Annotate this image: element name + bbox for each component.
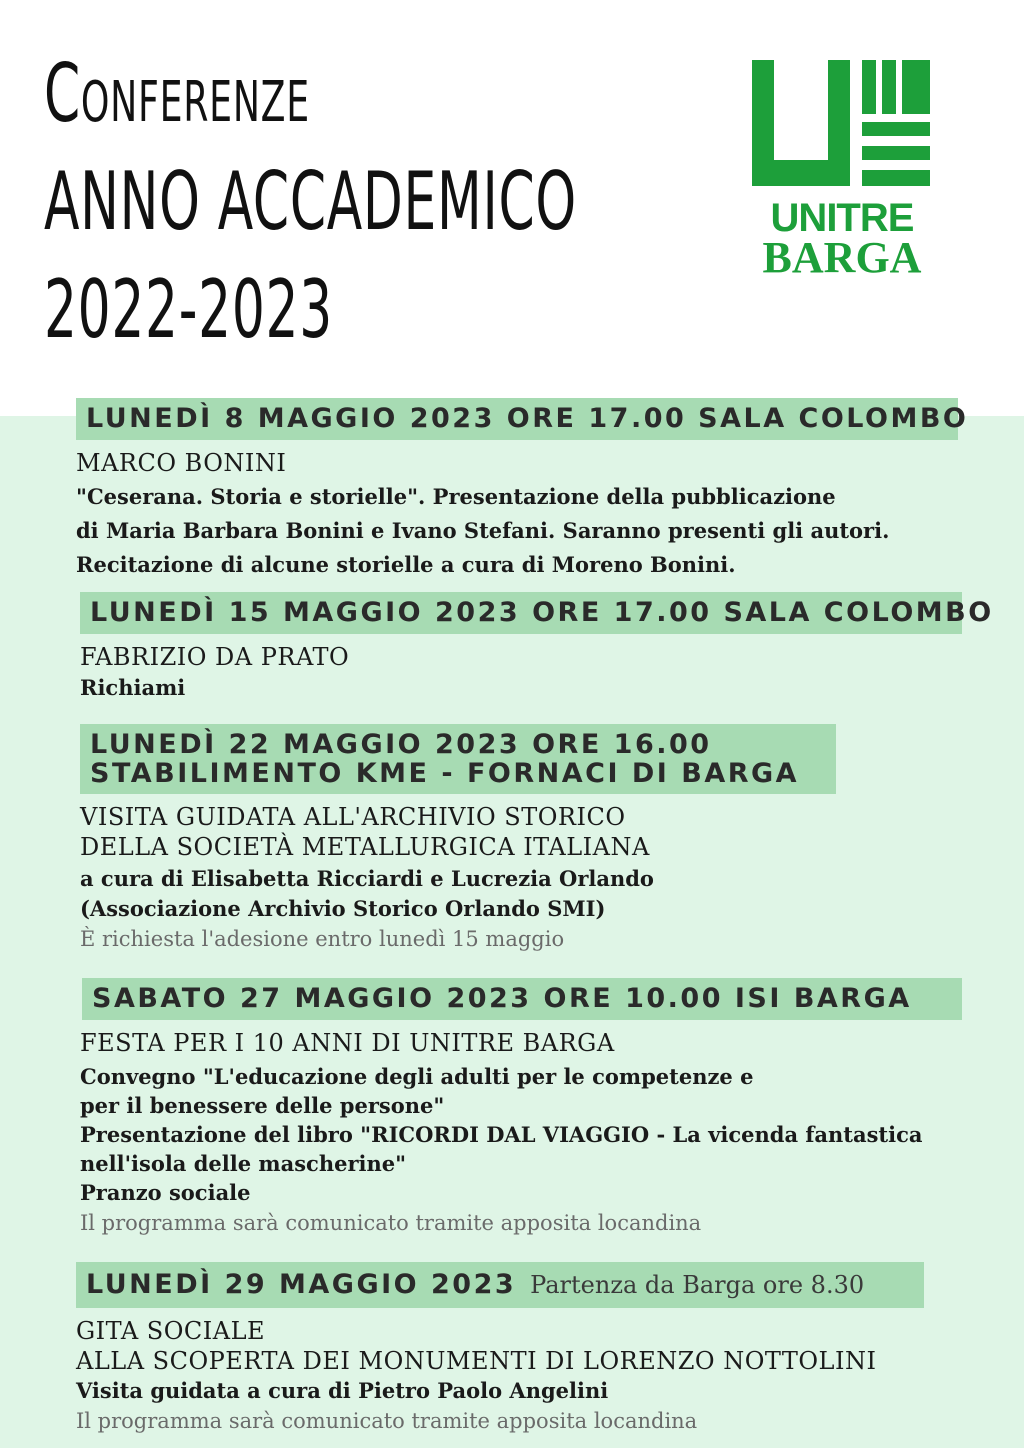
event-3-note: È richiesta l'adesione entro lunedì 15 maggio xyxy=(80,927,565,951)
title-line-1: Conferenze xyxy=(44,47,310,140)
event-4-line-4: nell'isola delle mascherine" xyxy=(80,1151,407,1176)
event-1-line-1: "Ceserana. Storia e storielle". Presentazione della pubblicazione xyxy=(76,484,836,509)
event-5-note: Il programma sarà comunicato tramite apposita locandina xyxy=(76,1409,698,1433)
event-1-line-2: di Maria Barbara Bonini e Ivano Stefani. Saranno presenti gli autori. xyxy=(76,518,890,543)
event-5-header-date: LUNEDÌ 29 MAGGIO 2023 xyxy=(86,1269,517,1300)
logo-city: BARGA xyxy=(762,233,922,282)
event-1-line-3: Recitazione di alcune storielle a cura di Moreno Bonini. xyxy=(76,552,736,577)
event-1-speaker: MARCO BONINI xyxy=(76,449,287,477)
event-4-note: Il programma sarà comunicato tramite apposita locandina xyxy=(80,1211,702,1235)
event-3-line-2: (Associazione Archivio Storico Orlando SMI) xyxy=(80,896,606,921)
event-3-line-1: a cura di Elisabetta Ricciardi e Lucrezia Orlando xyxy=(80,866,654,891)
page-title xyxy=(44,40,577,364)
event-4-caps-line: FESTA PER I 10 ANNI DI UNITRE BARGA xyxy=(80,1029,615,1057)
event-3-header-line-1: LUNEDÌ 22 MAGGIO 2023 ORE 16.00 xyxy=(90,729,712,760)
event-4-line-3: Presentazione del libro "RICORDI DAL VIAGGIO - La vicenda fantastica xyxy=(80,1122,923,1147)
event-4-line-2: per il benessere delle persone" xyxy=(80,1093,445,1118)
event-2-header: LUNEDÌ 15 MAGGIO 2023 ORE 17.00 SALA COLOMBO xyxy=(80,592,962,634)
title-line-2: ANNO ACCADEMICO xyxy=(44,155,577,248)
event-2-speaker: FABRIZIO DA PRATO xyxy=(80,643,350,671)
event-2-line-1: Richiami xyxy=(80,675,186,700)
title-line-3: 2022-2023 xyxy=(44,263,333,356)
event-4-line-1: Convegno "L'educazione degli adulti per le competenze e xyxy=(80,1064,754,1089)
event-3-caps-line-2: DELLA SOCIETÀ METALLURGICA ITALIANA xyxy=(80,833,650,861)
event-5-header-departure: Partenza da Barga ore 8.30 xyxy=(530,1271,865,1299)
event-5-line-1: Visita guidata a cura di Pietro Paolo Angelini xyxy=(76,1378,609,1403)
event-4-header: SABATO 27 MAGGIO 2023 ORE 10.00 ISI BARGA xyxy=(82,978,962,1020)
event-3-caps-line-1: VISITA GUIDATA ALL'ARCHIVIO STORICO xyxy=(80,803,626,831)
event-4-line-5: Pranzo sociale xyxy=(80,1180,251,1205)
event-5-caps-line-1: GITA SOCIALE xyxy=(76,1317,266,1345)
logo-name: UNITRE xyxy=(770,196,914,240)
event-1-header: LUNEDÌ 8 MAGGIO 2023 ORE 17.00 SALA COLOMBO xyxy=(76,398,958,440)
event-5-header xyxy=(76,1262,924,1308)
event-5-caps-line-2: ALLA SCOPERTA DEI MONUMENTI DI LORENZO NOTTOLINI xyxy=(76,1347,877,1375)
event-3-header xyxy=(80,724,836,794)
event-3-header-line-2: STABILIMENTO KME - FORNACI DI BARGA xyxy=(90,758,800,789)
